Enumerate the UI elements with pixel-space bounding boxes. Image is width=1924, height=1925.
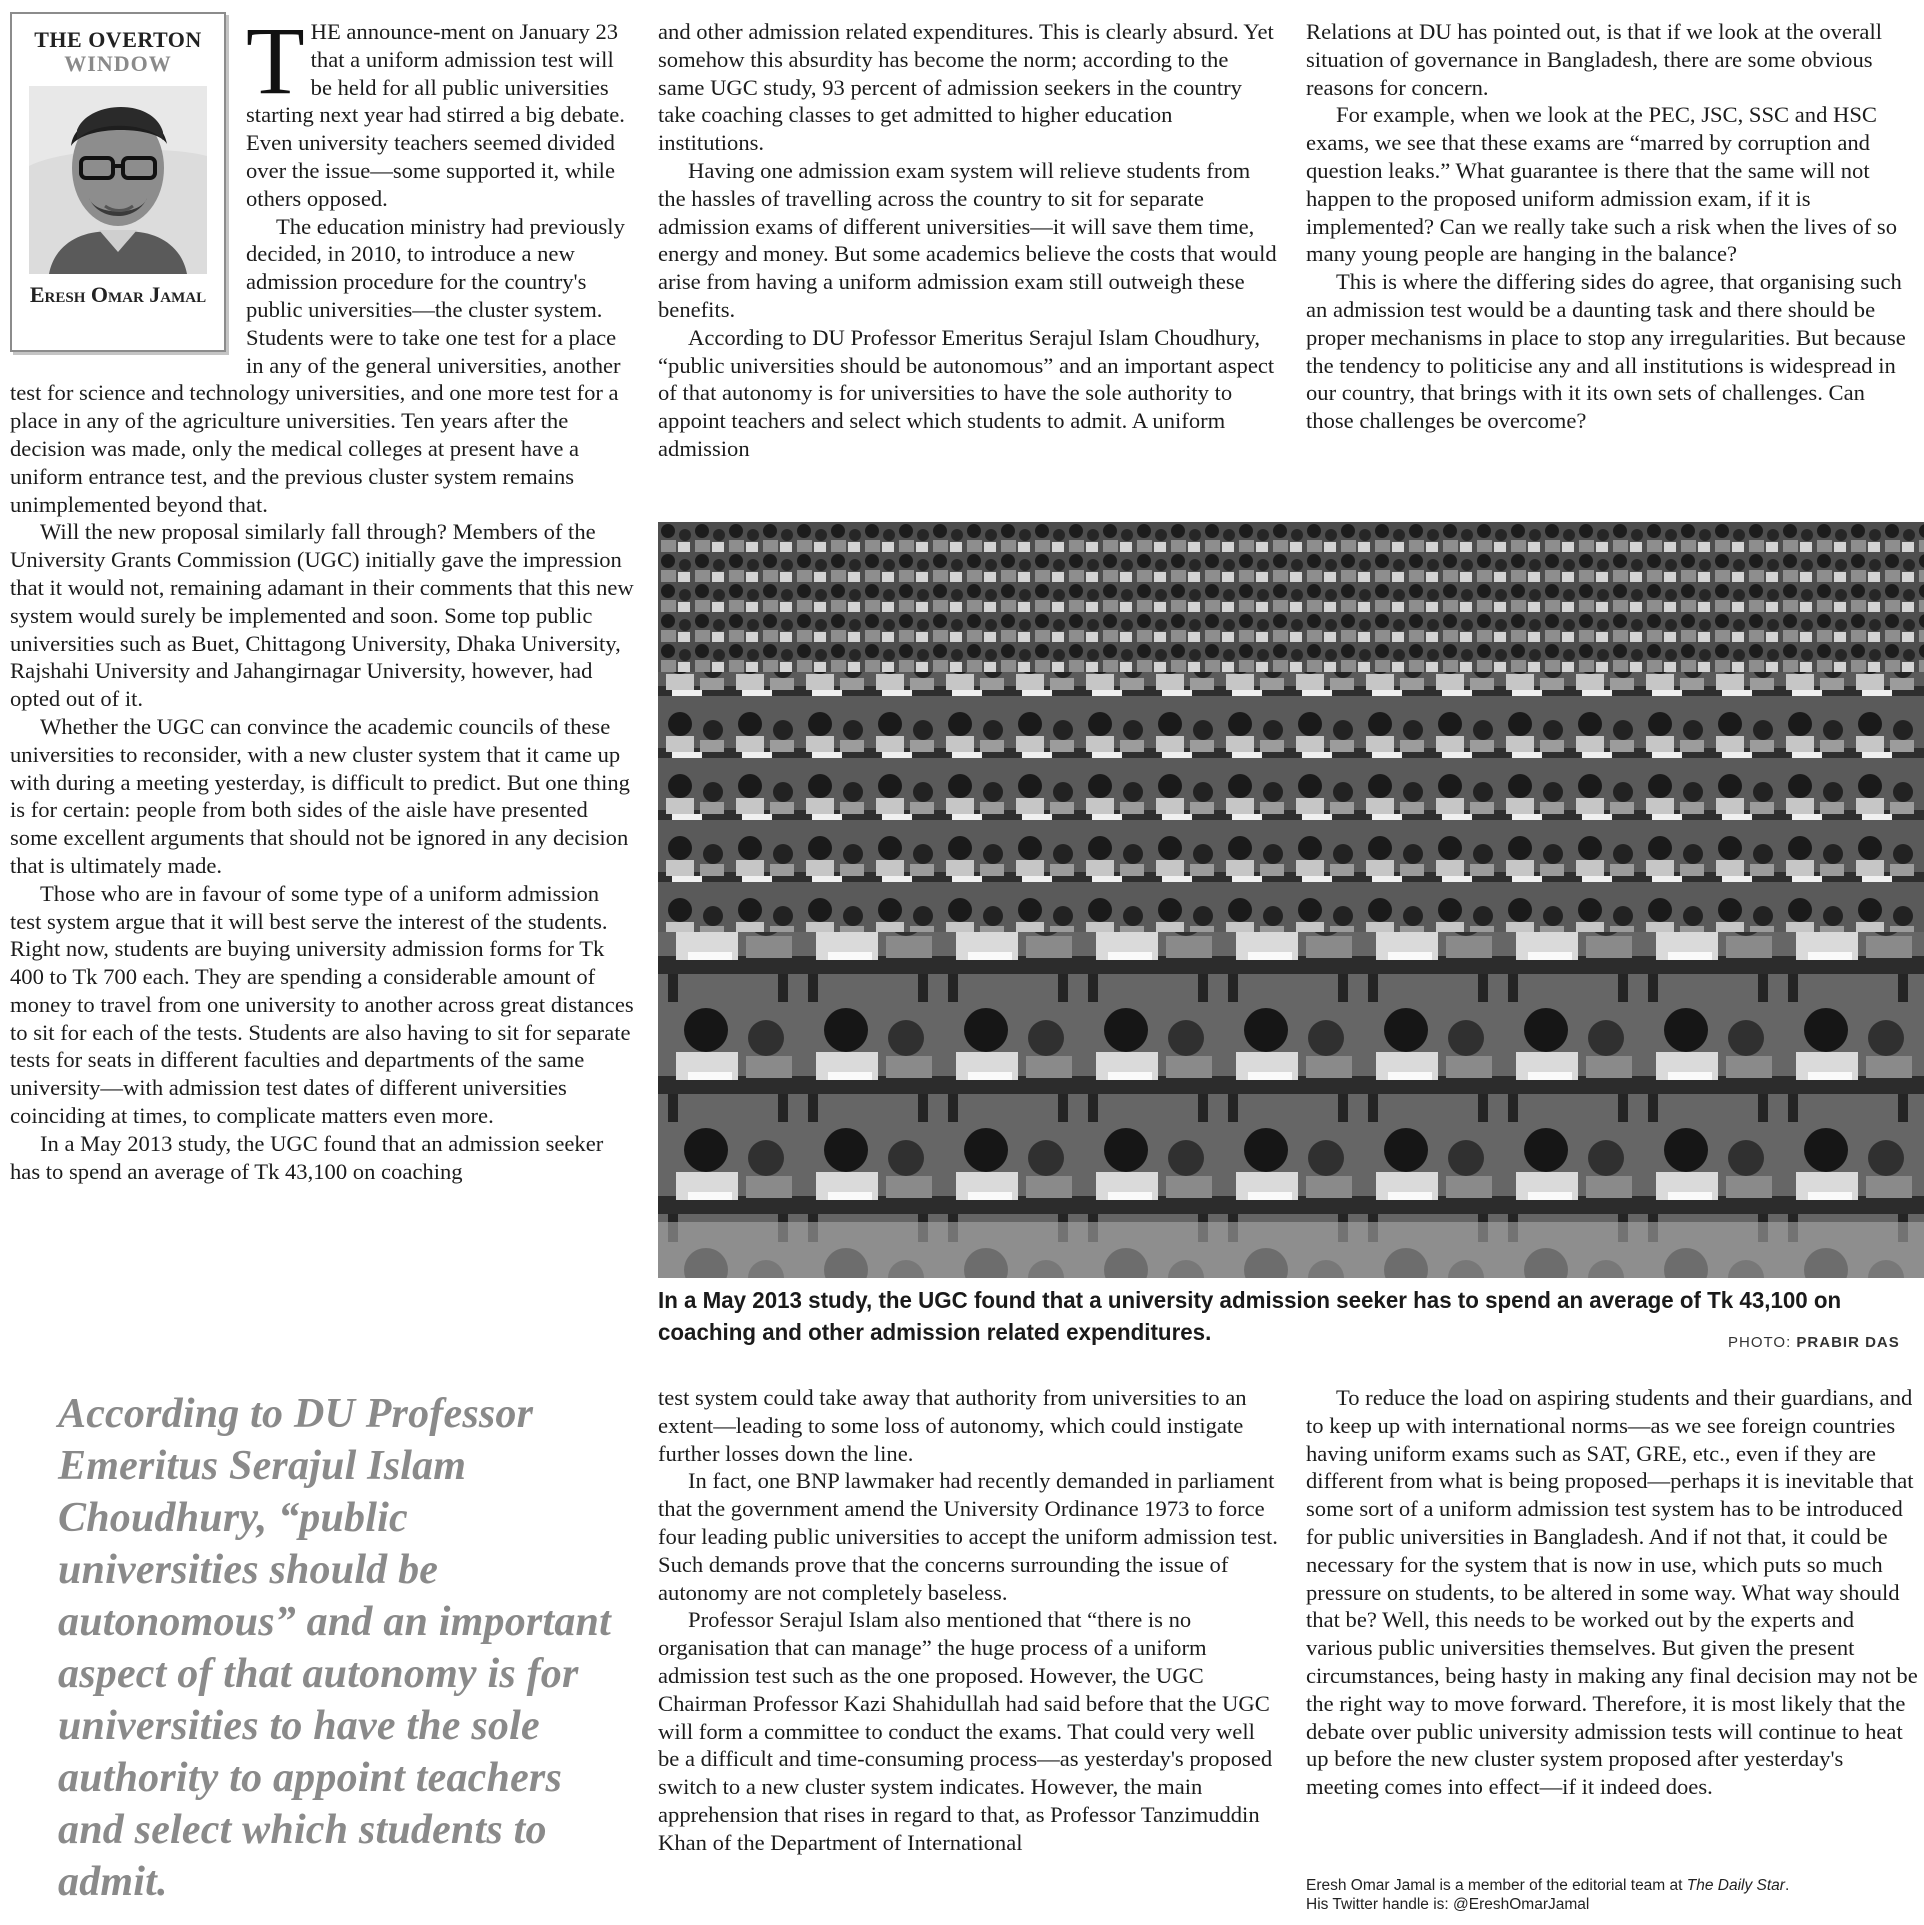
article-paragraph: For example, when we look at the PEC, JSC, SSC and HSC exams, we see that these exams are “marred by corruption and question leaks.” What guarantee is there that the same will not happen to the proposed uniform admission exam, if it is implemented? Can we really take such a risk when the lives of so many young people are hanging in the balance? [1306,102,1898,267]
article-paragraph: To reduce the load on aspiring students and their guardians, and to keep up with international norms—as we see foreign countries having uniform exams such as SAT, GRE, etc., even if they are different from what is being proposed—perhaps it is inevitable that some sort of a uniform admission test system has to be introduced for public universities in Bangladesh. And if not that, it could be necessary for the system that is now in use, which puts so much pressure on students, to be altered in some way. What way should that be? Well, this needs to be worked out by the experts and various public universities themselves. But given the present circumstances, being hasty in making any final decision may not be the right way to move forward. Therefore, it is most likely that the debate over public university admission tests will continue to heat up before the new cluster system proposed after yesterday's meeting comes into effect—if it indeed does. [1306,1385,1918,1800]
bio-line-1: Eresh Omar Jamal is a member of the editorial team at The Daily Star. [1306,1877,1790,1894]
column-header-box [10,12,226,352]
author-bio [1306,1876,1924,1914]
bio-line-2: His Twitter handle is: @EreshOmarJamal [1306,1896,1590,1913]
pull-quote: According to DU Professor Emeritus Serajul Islam Choudhury, “public universities should be autonomous” and an important aspect of that autonomy is for universities to have the sole authority to appoint teachers and select which students to admit. [58,1391,611,1905]
column-title: THE OVERTON [34,27,202,52]
photo-credit: PHOTO: PRABIR DAS [1728,1334,1900,1351]
article-column-1 [10,7,636,1185]
author-headshot [29,86,207,274]
article-paragraph: Relations at DU has pointed out, is that if we look at the overall situation of governance in Bangladesh, there are some obvious reasons for concern. [1306,19,1883,100]
article-paragraph: This is where the differing sides do agree, that organising such an admission test would be a daunting task and there should be proper mechanisms in place to stop any irregularities. But because the tendency to politicise any and all institutions is widespread in our country, that brings with it its own sets of challenges. Can those challenges be overcome? [1306,269,1906,434]
article-paragraph: In fact, one BNP lawmaker had recently demanded in parliament that the government amend the University Ordinance 1973 to force four leading public universities to accept the uniform admission test. Such demands prove that the concerns surrounding the issue of autonomy are not completely baseless. [658,1468,1278,1605]
article-column-2-continued [658,1384,1280,1857]
article-paragraph: Having one admission exam system will relieve students from the hassles of travelling across the country to sit for separate admission exams of different universities—it will save them time, energy and money. But some academics believe the costs that would arise from having a uniform admission exam still outweigh these benefits. [658,157,1277,322]
column-subtitle: WINDOW [64,51,172,76]
article-column-3-continued [1306,1384,1918,1801]
article-paragraph: According to DU Professor Emeritus Serajul Islam Choudhury, “public universities should be autonomous” and an important aspect of that autonomy is for universities to have the sole authority to appoint teachers and select which students to admit. A uniform admission [658,324,1275,461]
drop-cap: T [246,7,305,114]
article-paragraph: The education ministry had previously decided, in 2010, to introduce a new admission procedure for the country's public universities—the cluster system. Students were to take one test for a place in any of the general universities, another test for science and technology universities, and one more test for a place in any of the agriculture universities. Ten years after the decision was made, only the medical colleges at present have a uniform entrance test, and the previous cluster system remains unimplemented beyond that. [10,213,625,517]
article-paragraph: Those who are in favour of some type of a uniform admission test system argue that it will best serve the interest of the students. Right now, students are buying university admission forms for Tk 400 to Tk 700 each. They are spending a considerable amount of money to travel from one university to another across great distances to sit for each of the tests. Students are also having to sit for separate tests for seats in different faculties and departments of the same university—with admission test dates of different universities coinciding at times, to complicate matters even more. [10,880,634,1129]
article-paragraph: Whether the UGC can convince the academic councils of these universities to reconsider, with a new cluster system that it came up with during a meeting yesterday, is difficult to predict. But one thing is for certain: people from both sides of the aisle have presented some excellent arguments that should not be ignored in any decision that is ultimately made. [10,713,630,878]
article-column-2 [658,18,1280,463]
article-paragraph: and other admission related expenditures. This is clearly absurd. Yet somehow this absurdity has become the norm; according to the same UGC study, 93 percent of admission seekers in the country take coaching classes to get admitted to higher education institutions. [658,19,1274,156]
article-paragraph: In a May 2013 study, the UGC found that an admission seeker has to spend an average of Tk 43,100 on coaching [10,1130,604,1184]
article-paragraph: test system could take away that authority from universities to an extent—leading to some loss of autonomy, which could instigate further losses down the line. [658,1385,1247,1466]
article-paragraph: THE announce-ment on January 23 that a uniform admission test will be held for all public universities starting next year had stirred a big debate. Even university teachers seemed divided over the issue—some supported it, while others opposed. [246,7,625,211]
author-name: Eresh Omar Jamal [29,282,207,307]
exam-hall-photo [658,522,1924,1278]
article-paragraph: Will the new proposal similarly fall through? Members of the University Grants Commission (UGC) initially gave the impression that it would not, remaining adamant in their comments that this new system would surely be implemented and soon. Some top public universities such as Buet, Chittagong University, Dhaka University, Rajshahi University and Jahangirnagar University, however, had opted out of it. [10,519,634,712]
photo-caption: In a May 2013 study, the UGC found that a university admission seeker has to spend an average of Tk 43,100 on coaching and other admission related expenditures. [658,1287,1842,1345]
article-paragraph: Professor Serajul Islam also mentioned that “there is no organisation that can manage” the huge process of a uniform admission test such as the one proposed. However, the UGC Chairman Professor Kazi Shahidullah had said before that the UGC will form a committee to conduct the exams. That could very well be a difficult and time-consuming process—as yesterday's proposed switch to a new cluster system indicates. However, the main apprehension that rises in regard to that, as Professor Tanzimuddin Khan of the Department of International [658,1607,1273,1855]
article-column-3 [1306,18,1918,435]
